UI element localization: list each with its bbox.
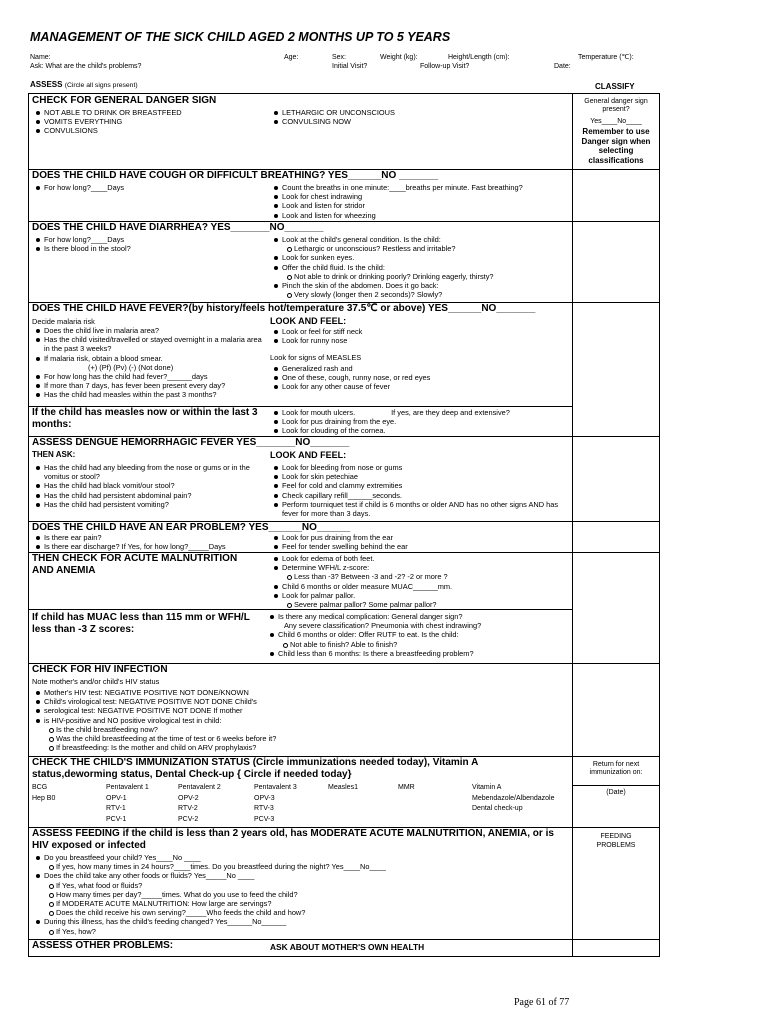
- list-subitem: Less than -3? Between -3 and -2? -2 or more ?: [272, 572, 452, 581]
- list-item: Child less than 6 months: Is there a breastfeeding problem?: [268, 649, 481, 658]
- list-item: Do you breastfeed your child? Yes____No ____: [34, 853, 386, 862]
- list-item: Has the child had black vomit/our stool?: [34, 481, 266, 490]
- immunization-cell[interactable]: RTV-3: [254, 805, 274, 812]
- list-item: Look for skin petechiae: [272, 472, 568, 481]
- diarrhea-heading: DOES THE CHILD HAVE DIARRHEA? YES_______NO_______: [32, 222, 324, 233]
- muac-heading: If child has MUAC less than 115 mm or WFH/L less than -3 Z scores:: [32, 612, 250, 635]
- list-subitem: If breastfeeding: Is the mother and child on ARV prophylaxis?: [34, 743, 276, 752]
- temperature-field-label: Temperature (℃):: [578, 54, 634, 61]
- ear-right-list: [272, 533, 408, 551]
- ear-left-list: [34, 533, 226, 551]
- list-item: Look for bleeding from nose or gums: [272, 463, 568, 472]
- danger-left-list: [34, 108, 182, 136]
- list-item: [272, 408, 510, 417]
- list-item: During this illness, has the child's feeding changed? Yes______No______: [34, 917, 386, 926]
- list-subitem: Lethargic or unconscious? Restless and irritable?: [272, 244, 494, 253]
- list-item: Look at the child's general condition. Is the child:: [272, 235, 494, 244]
- fever-left-list: [34, 326, 264, 400]
- immunization-cell[interactable]: Vitamin A: [472, 784, 502, 791]
- fever-heading: DOES THE CHILD HAVE FEVER?(by history/feels hot/temperature 37.5℃ or above) YES______NO_______: [32, 303, 536, 314]
- list-item: Has the child had measles within the past 3 months?: [34, 390, 264, 399]
- list-item: Is there blood in the stool?: [34, 244, 131, 253]
- immunization-row: [32, 795, 568, 806]
- list-item: serological test: NEGATIVE POSITIVE NOT DONE If mother: [34, 706, 276, 715]
- list-subitem: Was the child breastfeeding at the time of test or 6 weeks before it?: [34, 734, 276, 743]
- assess-label-row: [30, 80, 138, 89]
- list-item: One of these, cough, runny nose, or red eyes: [272, 373, 430, 382]
- list-item: Look for palmar pallor.: [272, 591, 452, 600]
- list-subitem: How many times per day?_____times. What do you use to feed the child?: [34, 890, 386, 899]
- list-subitem: If Yes, what food or fluids?: [34, 881, 386, 890]
- list-item: Generalized rash and: [272, 364, 430, 373]
- immunization-rows: [32, 784, 568, 826]
- list-item: Child 6 months or older: Offer RUTF to eat. Is the child:: [268, 630, 481, 639]
- hiv-note: Note mother's and/or child's HIV status: [32, 677, 160, 686]
- list-item: If more than 7 days, has fever been present every day?: [34, 381, 264, 390]
- list-item: For how long has the child had fever?______days: [34, 372, 264, 381]
- danger-sign-heading: CHECK FOR GENERAL DANGER SIGN: [32, 95, 217, 106]
- return-immunization-label: Return for next immunization on:: [589, 761, 643, 776]
- list-item: Mother's HIV test: NEGATIVE POSITIVE NOT DONE/KNOWN: [34, 688, 276, 697]
- list-item: Has the child had persistent vomiting?: [34, 500, 266, 509]
- list-item: Feel for tender swelling behind the ear: [272, 542, 408, 551]
- immunization-row: [32, 784, 568, 795]
- list-item: VOMITS EVERYTHING: [34, 117, 182, 126]
- classify-label: CLASSIFY: [595, 82, 635, 91]
- immunization-cell[interactable]: PCV-2: [178, 815, 199, 823]
- list-item: Does the child live in malaria area?: [34, 326, 264, 335]
- danger-classify-note: Remember to use Danger sign when selecting classifications: [581, 127, 651, 165]
- danger-right-list: [272, 108, 395, 126]
- malnutrition-right-list: [272, 554, 452, 609]
- height-field-label: Height/Length (cm):: [448, 54, 510, 61]
- list-item: Look for any other cause of fever: [272, 382, 430, 391]
- list-item: CONVULSING NOW: [272, 117, 395, 126]
- dengue-look-feel: LOOK AND FEEL:: [270, 450, 347, 460]
- list-item: Offer the child fluid. Is the child:: [272, 263, 494, 272]
- weight-field-label: Weight (kg):: [380, 54, 418, 61]
- immunization-cell[interactable]: Hep B0: [32, 794, 56, 802]
- immunization-cell[interactable]: Dental check-up: [472, 805, 523, 812]
- page-number: Page 61 of 77: [514, 997, 570, 1008]
- immunization-cell[interactable]: PCV-3: [254, 815, 275, 823]
- list-item: NOT ABLE TO DRINK OR BREASTFEED: [34, 108, 182, 117]
- list-item: Has the child had any bleeding from the nose or gums or in the vomitus or stool?: [34, 463, 266, 481]
- immunization-cell[interactable]: OPV-3: [254, 794, 275, 802]
- return-date-line: [572, 785, 659, 786]
- list-subitem: If yes, how many times in 24 hours?____times. Do you breastfeed during the night? Yes____No____: [34, 862, 386, 871]
- list-subitem: Not able to finish? Able to finish?: [268, 640, 481, 649]
- measles-signs-label: Look for signs of MEASLES: [270, 353, 362, 362]
- list-subitem: If Yes, how?: [34, 927, 386, 936]
- list-item: Look for chest indrawing: [272, 192, 523, 201]
- immunization-cell[interactable]: RTV-2: [178, 805, 198, 812]
- list-item: Count the breaths in one minute:____breaths per minute. Fast breathing?: [272, 183, 523, 192]
- assess-label: ASSESS: [30, 80, 63, 89]
- blood-smear-options: (+) (Pf) (Pv) (-) (Not done): [88, 362, 174, 372]
- immunization-cell[interactable]: Pentavalent 2: [178, 784, 221, 791]
- return-date-label: (Date): [606, 789, 626, 796]
- list-item: Look for edema of both feet.: [272, 554, 452, 563]
- list-item: Check capillary refill______seconds.: [272, 491, 568, 500]
- list-item: Look for clouding of the cornea.: [272, 426, 510, 435]
- diarrhea-left-list: [34, 235, 131, 253]
- hiv-heading: CHECK FOR HIV INFECTION: [32, 664, 168, 675]
- list-item: Look for pus draining from the ear: [272, 533, 408, 542]
- list-item: Look and listen for stridor: [272, 201, 523, 210]
- initial-visit-label: Initial Visit?: [332, 63, 368, 70]
- problems-field-label: Ask: What are the child's problems?: [30, 63, 142, 70]
- mouth-ulcers-item: Look for mouth ulcers.: [282, 408, 356, 417]
- muac-list: [268, 612, 481, 658]
- hiv-list: [34, 688, 276, 752]
- list-item: LETHARGIC OR UNCONSCIOUS: [272, 108, 395, 117]
- age-field-label: Age:: [284, 54, 299, 61]
- list-item: Is there ear discharge? If Yes, for how long?_____Days: [34, 542, 226, 551]
- list-item: Pinch the skin of the abdomen. Does it go back:: [272, 281, 494, 290]
- immunization-cell[interactable]: Mebendazole/Albendazole: [472, 794, 555, 802]
- immunization-row: [32, 805, 568, 816]
- malnutrition-heading: THEN CHECK FOR ACUTE MALNUTRITION AND ANEMIA: [32, 553, 238, 576]
- cough-heading: DOES THE CHILD HAVE COUGH OR DIFFICULT BREATHING? YES______NO _______: [32, 170, 439, 181]
- list-item: Feel for cold and clammy extremities: [272, 481, 568, 490]
- ear-heading: DOES THE CHILD HAVE AN EAR PROBLEM? YES______NO______: [32, 522, 351, 533]
- list-subitem: Does the child receive his own serving?_____Who feeds the child and how?: [34, 908, 386, 917]
- name-field-label: Name:: [30, 54, 51, 61]
- list-item: For how long?____Days: [34, 183, 124, 192]
- dengue-heading: ASSESS DENGUE HEMORRHAGIC FEVER YES_______NO_______: [32, 437, 350, 448]
- immunization-table: [32, 784, 568, 826]
- list-item: Look or feel for stiff neck: [272, 327, 362, 336]
- feeding-heading: ASSESS FEEDING if the child is less than 2 years old, has MODERATE ACUTE MALNUTRITION, ANEMIA, or is HIV exposed or infected: [32, 828, 554, 851]
- immunization-cell[interactable]: BCG: [32, 784, 48, 791]
- followup-visit-label: Follow-up Visit?: [420, 63, 470, 70]
- list-item: Is there ear pain?: [34, 533, 226, 542]
- list-item: For how long?____Days: [34, 235, 131, 244]
- list-subitem: Is the child breastfeeding now?: [34, 725, 276, 734]
- page-title: MANAGEMENT OF THE SICK CHILD AGED 2 MONTHS UP TO 5 YEARS: [30, 30, 451, 44]
- assess-note: (Circle all signs present): [64, 82, 138, 89]
- feeding-list: [34, 853, 386, 936]
- list-item: Has the child visited/travelled or stayed overnight in a malaria area in the past 3 weeks?: [34, 335, 264, 353]
- measles-followup-heading: If the child has measles now or within the last 3 months:: [32, 407, 258, 430]
- list-item: Child's virological test: NEGATIVE POSITIVE NOT DONE Child's: [34, 697, 276, 706]
- danger-classify-yes-no: Yes____No____: [590, 118, 642, 125]
- sex-field-label: Sex:: [332, 54, 347, 61]
- immunization-row: [32, 816, 568, 827]
- list-subitem: Very slowly (longer then 2 seconds)? Slowly?: [272, 290, 494, 299]
- danger-classify-question: General danger sign present?: [584, 98, 648, 113]
- immunization-cell[interactable]: Pentavalent 1: [106, 784, 149, 791]
- immunization-cell[interactable]: Pentavalent 3: [254, 784, 297, 791]
- measles-followup-list: [272, 408, 510, 436]
- list-item: Determine WFH/L z-score:: [272, 563, 452, 572]
- list-subitem: Not able to drink or drinking poorly? Drinking eagerly, thirsty?: [272, 272, 494, 281]
- list-subitem: Any severe classification? Pneumonia with chest indrawing?: [284, 621, 482, 631]
- list-item: Look and listen for wheezing: [272, 211, 523, 220]
- mother-health-label: ASK ABOUT MOTHER'S OWN HEALTH: [270, 942, 425, 952]
- immunization-cell[interactable]: MMR: [398, 784, 415, 791]
- list-item: Look for runny nose: [272, 336, 362, 345]
- list-item: Look for sunken eyes.: [272, 253, 494, 262]
- date-field-label: Date:: [554, 63, 571, 70]
- immunization-cell[interactable]: OPV-1: [106, 794, 127, 802]
- measles-list: [272, 364, 430, 392]
- immunization-cell[interactable]: OPV-2: [178, 794, 199, 802]
- list-item: is HIV-positive and NO positive virological test in child:: [34, 716, 276, 725]
- list-item: Child 6 months or older measure MUAC______mm.: [272, 582, 452, 591]
- malaria-risk-label: Decide malaria risk: [32, 317, 95, 326]
- list-item: Look for pus draining from the eye.: [272, 417, 510, 426]
- cough-right-list: [272, 183, 523, 220]
- mouth-ulcers-question: If yes, are they deep and extensive?: [391, 408, 510, 417]
- diarrhea-right-list: [272, 235, 494, 299]
- list-item: Does the child take any other foods or fluids? Yes_____No ____: [34, 871, 386, 880]
- other-problems-heading: ASSESS OTHER PROBLEMS:: [32, 940, 174, 951]
- feeding-problems-label: FEEDING PROBLEMS: [596, 833, 636, 849]
- list-item: Is there any medical complication: General danger sign?: [268, 612, 481, 621]
- cough-left-list: [34, 183, 124, 192]
- list-item: CONVULSIONS: [34, 126, 182, 135]
- list-item: If malaria risk, obtain a blood smear.: [34, 354, 264, 363]
- fever-right-list: [272, 327, 362, 345]
- list-item: Perform tourniquet test if child is 6 months or older AND has no other signs AND has fever for more than 3 days.: [272, 500, 568, 518]
- fever-look-feel-label: LOOK AND FEEL:: [270, 316, 347, 326]
- list-item: Has the child had persistent abdominal pain?: [34, 491, 266, 500]
- list-subitem: Severe palmar pallor? Some palmar pallor?: [272, 600, 452, 609]
- immunization-heading: CHECK THE CHILD'S IMMUNIZATION STATUS (Circle immunizations needed today), Vitamin A status,deworming status, Dental Check-up { Circle if needed today}: [32, 757, 478, 780]
- list-subitem: If MODERATE ACUTE MALNUTRITION: How large are servings?: [34, 899, 386, 908]
- dengue-left-list: [34, 463, 266, 509]
- dengue-then-ask: THEN ASK:: [32, 450, 76, 459]
- immunization-cell[interactable]: Measles1: [328, 784, 358, 791]
- dengue-right-list: [272, 463, 568, 518]
- immunization-cell[interactable]: PCV-1: [106, 815, 127, 823]
- immunization-cell[interactable]: RTV-1: [106, 805, 126, 812]
